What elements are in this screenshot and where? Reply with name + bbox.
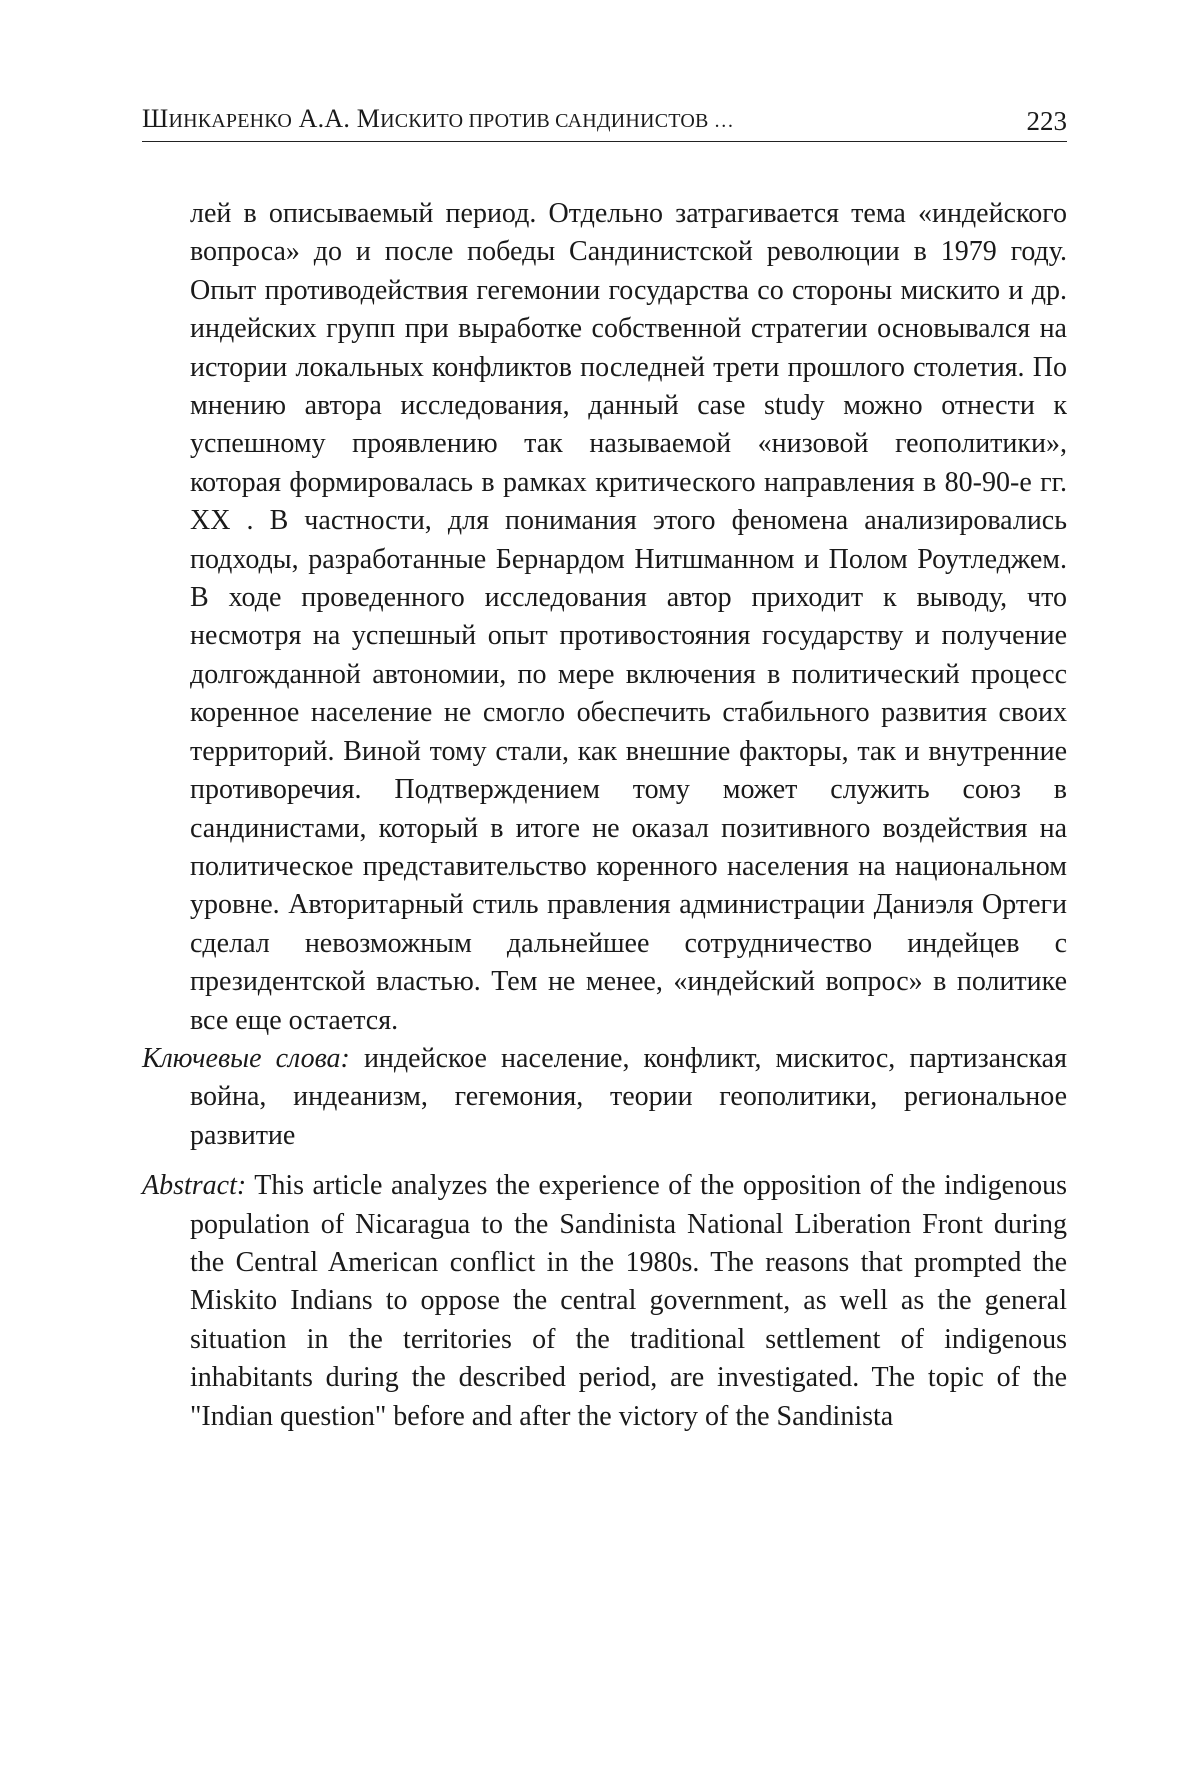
keywords-label: Ключевые слова: [142,1042,350,1074]
title-initial: М [356,104,381,133]
author-initial: Ш [142,104,169,133]
keywords-paragraph [142,1040,1067,1155]
running-header [142,98,1067,142]
keywords-text: индейское население, конфликт, мискитос, партизанская война, индеанизм, гегемония, теории геополитики, региональное развитие [190,1042,1067,1151]
title-smallcaps: ИСКИТО ПРОТИВ САНДИНИСТОВ … [380,110,734,132]
abstract-text: This article analyzes the experience of the opposition of the indigenous population of Nicaragua to the Sandinista National Liberation Front during the Central American conflict in the 1980s. The reasons that prompted the Miskito Indians to oppose the central government, as well as the general situation in the territories of the traditional settlement of indigenous inhabitants during the described period, are investigated. The topic of the "Indian question" before and after the victory of the Sandinista [190,1170,1067,1432]
running-title [142,104,734,141]
english-abstract-paragraph [142,1167,1067,1436]
abstract-label: Abstract: [142,1170,247,1202]
article-body [142,195,1067,1436]
author-initials: А.А. [291,104,357,133]
russian-abstract-continuation: лей в описываемый период. Отдельно затрагивается тема «индейского вопроса» до и после победы Сандинистской революции в 1979 году. Опыт противодействия гегемонии государства со стороны мискито и др. индейских групп при выработке собственной стратегии основывался на истории локальных конфликтов последней трети прошлого столетия. По мнению автора исследования, данный case study можно отнести к успешному проявлению так называемой «низовой геополитики», которая формировалась в рамках критического направления в 80-90-е гг. XX . В частности, для понимания этого феномена анализировались подходы, разработанные Бернардом Нитшманном и Полом Роутледжем. В ходе проведенного исследования автор приходит к выводу, что несмотря на успешный опыт противостояния государству и получение долгожданной автономии, по мере включения в политический процесс коренное население не смогло обеспечить стабильного развития своих территорий. Виной тому стали, как внешние факторы, так и внутренние противоречия. Подтверждением тому может служить союз в сандинистами, который в итоге не оказал позитивного воздействия на политическое представительство коренного населения на национальном уровне. Авторитарный стиль правления администрации Даниэля Ортеги сделал невозможным дальнейшее сотрудничество индейцев с президентской властью. Тем не менее, «индейский вопрос» в политике все еще остается. [190,198,1067,1036]
page-number: 223 [1026,106,1067,136]
author-surname-smallcaps: ИНКАРЕНКО [168,110,292,132]
